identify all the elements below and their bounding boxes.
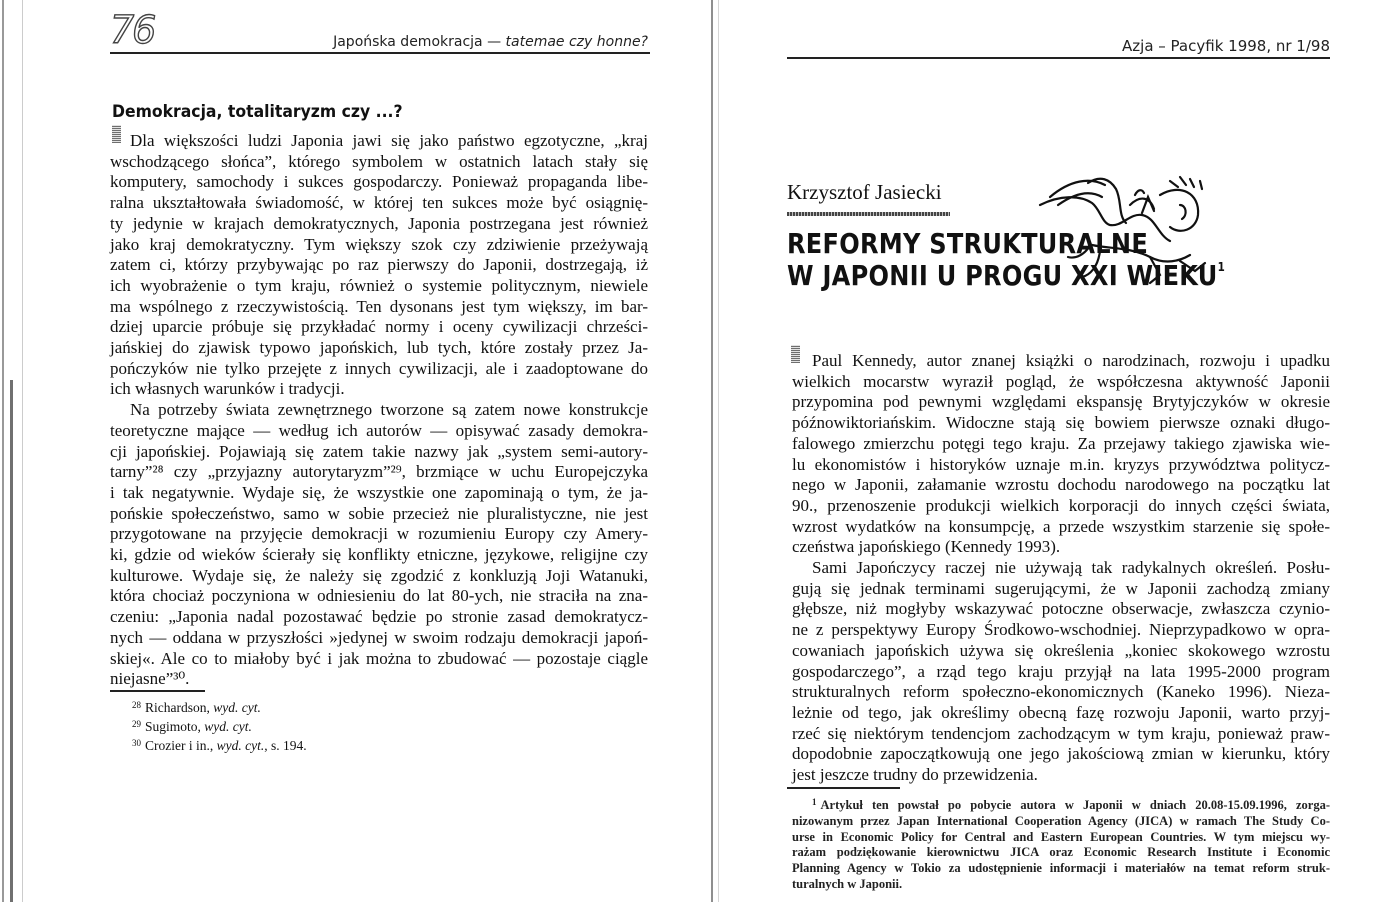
footnote-item bbox=[132, 716, 307, 735]
footnote-text: urse in Economic Policy for Central and Eastern European Countries. W tym miejscu wy- bbox=[792, 829, 1330, 844]
text-line: falowego zmierzchu potęgi tego kraju. Za przejawy takiego zjawiska wie- bbox=[792, 433, 1330, 453]
footnote-author: Richardson, bbox=[145, 700, 210, 715]
text-line: ich wyobrażenie o tym kraju, również o systemie politycznym, niewiele bbox=[110, 275, 648, 295]
left-body-text bbox=[110, 131, 648, 690]
text-line: kulturowe. Wydaje się, że należy się zgodzić z konkluzją Joji Watanuki, bbox=[110, 565, 648, 585]
article-title-line-1: REFORMY STRUKTURALNE bbox=[787, 227, 1149, 260]
text-line: teoretyczne mające — według ich autorów — opisywać zasady demokra- bbox=[110, 420, 648, 440]
footnote-line bbox=[792, 830, 1330, 846]
footnote bbox=[792, 795, 1330, 893]
right-body-text bbox=[792, 351, 1330, 786]
text-line: jest jeszcze trudny do przewidzenia. bbox=[792, 765, 1038, 785]
footnote-item bbox=[132, 735, 307, 754]
text-line: wzrost wydatków na konsumpcję, a przede wszystkim starzenie się społe- bbox=[792, 516, 1330, 536]
text-line: zatem ci, którzy przybywając po raz pierwszy do Japonii, dostrzegają, iż bbox=[110, 255, 648, 275]
text-line: Paul Kennedy, autor znanej książki o narodzinach, rozwoju i upadku bbox=[812, 351, 1330, 370]
text-line: głębsze, niż mogłyby wskazywać potoczne obserwacje, zwłaszcza czynio- bbox=[792, 599, 1330, 619]
footnote-line bbox=[792, 814, 1330, 830]
footnote-author: Sugimoto, bbox=[145, 719, 201, 734]
text-line: leżnie od tego, jak określimy obecną fazę rozwoju Japonii, warto przyj- bbox=[792, 702, 1330, 722]
section-heading: Demokracja, totalitaryzm czy ...? bbox=[112, 102, 403, 122]
text-line: czeniu: „Japonia nadal pozostawać będzie po stronie zasad demokratycz- bbox=[110, 607, 648, 627]
footnote-rule bbox=[787, 787, 900, 789]
text-line: cji japońskiej. Pojawiają się zatem takie nazwy jak „system semi-autory- bbox=[110, 441, 648, 461]
text-line: wschodzącego słońca”, którego symbolem w ostatnich latach stały się bbox=[110, 151, 648, 171]
text-line: cowaniach japońskich używa się określenia „koniec skokowego wzrostu bbox=[792, 640, 1330, 660]
text-line: przypomina pod pewnymi względami ekspansję Brytyjczyków w okresie bbox=[792, 392, 1330, 412]
text-line: ne z perspektywy Europy Środkowo-wschodniej. Nieprzypadkowo w opra- bbox=[792, 620, 1330, 640]
text-line: 90., przenoszenie produkcji wielkich korporacji do innych części świata, bbox=[792, 495, 1330, 515]
gutter-line bbox=[718, 0, 719, 902]
footnote-number: 30 bbox=[132, 738, 141, 748]
text-line: dopodobnie zapoczątkowują one jego jakościową zmian w kierunku, który bbox=[792, 744, 1330, 764]
footnote-rest: , s. 194. bbox=[264, 738, 307, 753]
scan-edge-line bbox=[2, 0, 4, 902]
footnote-line bbox=[792, 845, 1330, 861]
text-line: Sami Japończycy raczej nie używają tak radykalnych określeń. Posłu- bbox=[812, 558, 1330, 578]
gutter-line bbox=[711, 0, 713, 902]
title-footnote-mark: 1 bbox=[1217, 260, 1226, 274]
footnote-number: 1 bbox=[812, 797, 817, 807]
text-line: jako kraj demokratyczny. Tym większy szok czy zdziwienie przeżywają bbox=[110, 234, 648, 254]
header-rule bbox=[787, 57, 1330, 59]
footnote-number: 28 bbox=[132, 700, 141, 710]
text-line: Dla większości ludzi Japonia jawi się jako państwo egzotyczne, „kraj bbox=[130, 131, 648, 150]
footnote-line bbox=[792, 861, 1330, 877]
text-line: tarny”²⁸ czy „przyjazny autorytaryzm”²⁹, brzmiące w uchu Europejczyka bbox=[110, 462, 648, 482]
text-line: dziej uparcie próbuje się przykładać normy i oceny cywilizacji chrześci- bbox=[110, 317, 648, 337]
footnote-line bbox=[792, 877, 1330, 893]
footnote-author: Crozier i in., bbox=[145, 738, 214, 753]
text-line: pończyków nie tylko przejęte z innych cywilizacji, ale i zaadoptowane do bbox=[110, 358, 648, 378]
footnote-number: 29 bbox=[132, 719, 141, 729]
text-line: Na potrzeby świata zewnętrznego tworzone są zatem nowe konstrukcje bbox=[130, 400, 648, 420]
text-line: pońskie społeczeństwo, samo w sobie przecież nie pluralistyczne, nie jest bbox=[110, 503, 648, 523]
text-line: wielkich mocarstw wyraził pogląd, że współczesna aktywność Japonii bbox=[792, 371, 1330, 391]
author-underline bbox=[787, 212, 950, 216]
text-line: ralna ukształtowała świadomość, w której ten sukces może być osiągnię- bbox=[110, 193, 648, 213]
footnote-text: Planning Agency w Tokio za udostępnienie informacji i materiałów na temat reform struk- bbox=[792, 861, 1330, 876]
header-rule bbox=[110, 52, 650, 54]
text-line: późnowiktoriańskim. Widoczne stają się bowiem pierwsze oznaki długo- bbox=[792, 413, 1330, 433]
text-line: jańskiej do zjawisk typowo japońskich, lub tych, które zostały przez Ja- bbox=[110, 338, 648, 358]
text-line: która chociaż poczyniona w odniesieniu do lat 80-ych, nie straciła na zna- bbox=[110, 586, 648, 606]
footnote-text: Artykuł ten powstał po pobycie autora w Japonii w dniach 20.08-15.09.1996, zorga- bbox=[820, 798, 1330, 812]
text-line: nego w Japonii, załamanie wzrostu dochodu narodowego na początku lat bbox=[792, 475, 1330, 495]
text-line: czeństwa japońskiego (Kennedy 1993). bbox=[792, 537, 1061, 557]
paragraph bbox=[792, 351, 1330, 558]
paragraph bbox=[792, 558, 1330, 786]
running-head bbox=[333, 34, 648, 50]
text-line: gują się jednak terminami sugerującymi, że w Japonii zachodzą zmiany bbox=[792, 578, 1330, 598]
footnote-citation: wyd. cyt. bbox=[216, 738, 265, 753]
text-line: strukturalnych reform społeczno-ekonomicznych (Kaneko 1996). Nieza- bbox=[792, 682, 1330, 702]
footnote-line bbox=[792, 795, 1330, 814]
footnote-citation: wyd. cyt. bbox=[204, 719, 252, 734]
footnote-text: nizowanym przez Japan International Cooperation Agency (JICA) w ramach The Study Co- bbox=[792, 813, 1330, 828]
page-number: 76 bbox=[110, 8, 155, 52]
article-author: Krzysztof Jasiecki bbox=[787, 180, 942, 204]
text-line: ki, gdzie od wieków ścierały się konflikty etniczne, językowe, religijne czy bbox=[110, 545, 648, 565]
text-line: gospodarczego”, a rząd tego kraju przyjął na lata 1995-2000 program bbox=[792, 661, 1330, 681]
footnote-item bbox=[132, 697, 307, 716]
text-line: przygotowane na przyjęcie demokracji w rozumieniu Europy czy Amery- bbox=[110, 524, 648, 544]
paragraph bbox=[110, 131, 648, 400]
text-line: ich własnych warunków i tradycji. bbox=[110, 379, 345, 399]
paragraph bbox=[110, 400, 648, 690]
text-line: i tak negatywnie. Wydaje się, że wszystkie one zapominają o tym, że ja- bbox=[110, 482, 648, 502]
footnote-rule bbox=[110, 690, 205, 692]
running-head: Azja – Pacyfik 1998, nr 1/98 bbox=[1122, 37, 1330, 55]
footnote-citation: wyd. cyt. bbox=[213, 700, 261, 715]
footnote-text: rażam podziękowanie kierownictwu JICA oraz Economic Research Institute i Economic bbox=[792, 845, 1330, 860]
text-line: rzeć się niektórym tendencjom zachodzącym w tym kraju, ponieważ praw- bbox=[792, 723, 1330, 743]
text-line: niejasne”³⁰. bbox=[110, 669, 190, 689]
running-head-italic: tatemae czy honne? bbox=[505, 34, 648, 50]
footnote-text: turalnych w Japonii. bbox=[792, 876, 903, 891]
title-text: W JAPONII U PROGU XXI WIEKU bbox=[787, 259, 1218, 292]
text-line: nych — oddana w przyszłości »jedynej w swoim rodzaju demokracji japoń- bbox=[110, 627, 648, 647]
text-line: skiej«. Ale co to miałoby być i jak można to zbudować — pozostaje ciągle bbox=[110, 648, 648, 668]
text-line: ty jedynie w krajach demokratycznych, Japonia postrzegana jest również bbox=[110, 213, 648, 233]
running-head-text: Japońska demokracja — bbox=[333, 34, 502, 50]
text-line: lu ekonomistów i historyków uznaje m.in. kryzys przywództwa politycz- bbox=[792, 454, 1330, 474]
scan-edge-line bbox=[10, 380, 13, 902]
text-line: komputery, samochody i sukces gospodarczy. Ponieważ propaganda libe- bbox=[110, 172, 648, 192]
text-line: ma wspólnego z rzeczywistością. Ten dysonans jest tym większy, im bar- bbox=[110, 296, 648, 316]
dragon-illustration-icon bbox=[1030, 175, 1215, 290]
scan-edge-line bbox=[22, 0, 23, 902]
footnotes bbox=[132, 697, 307, 754]
